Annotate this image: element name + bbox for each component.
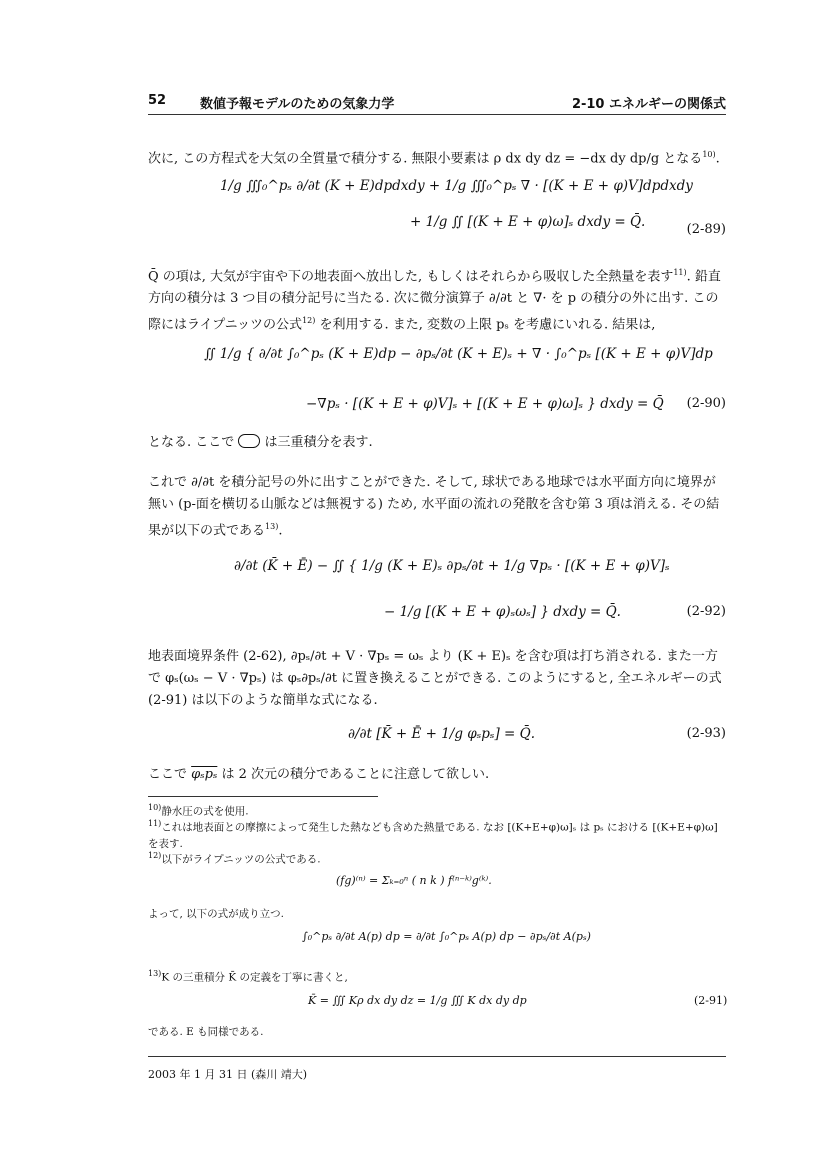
equation-2-89 (148, 178, 726, 246)
paragraph-6 (148, 764, 726, 786)
eq89-line1: 1/g ∭₀^pₛ ∂/∂t (K + E)dpdxdy + 1/g ∭₀^pₛ ∇ · [(K + E + φ)V]dpdxdy (220, 178, 693, 194)
paragraph-2 (148, 262, 726, 337)
eq90-line2: −∇pₛ · [(K + E + φ)V]ₛ + [(K + E + φ)ω]ₛ } dxdy = Q̄ (306, 396, 664, 412)
section-title: 2-10 エネルギーの関係式 (571, 97, 726, 112)
footnote-13-text-b: である. E も同様である. (148, 1026, 264, 1038)
footnote-10-mark: 10) (148, 803, 162, 812)
header-rule (148, 114, 726, 115)
footnote-10-text: 静水圧の式を使用. (161, 805, 249, 818)
footnote-13-mark: 13) (148, 969, 162, 978)
footnote-13-text: K の三重積分 K̄ の定義を丁寧に書くと, (161, 971, 348, 984)
paragraph-5 (148, 646, 726, 712)
eq92-line1: ∂/∂t (K̄ + Ē) − ∬ { 1/g (K + E)ₛ ∂pₛ/∂t + 1/g ∇pₛ · [(K + E + φ)V]ₛ (234, 558, 670, 574)
paragraph-2-text-c: を利用する. また, 変数の上限 pₛ を考慮にいれる. 結果は, (315, 317, 656, 333)
eq89-line2: + 1/g ∬ [(K + E + φ)ω]ₛ dxdy = Q̄. (410, 214, 646, 230)
equation-2-90 (148, 340, 726, 430)
paragraph-4-text: これで ∂/∂t を積分記号の外に出すことができた. そして, 球状である地球では水平面方向に境界が無い (p-面を横切る山脈などは無視する) ため, 水平面の流れの発散を含む第 3 項は消える. その結果が以下の式である (148, 475, 720, 539)
paragraph-3 (148, 432, 726, 454)
footnote-12-text-b: よって, 以下の式が成り立つ. (148, 908, 285, 920)
paragraph-1 (148, 144, 726, 170)
footnote-ref-10: 10) (702, 150, 716, 159)
paragraph-6-text-c: は 2 次元の積分であることに注意して欲しい. (217, 767, 490, 782)
footnote-12-mark: 12) (148, 851, 162, 860)
footnote-12 (148, 848, 726, 868)
eq93-tag: (2-93) (686, 726, 726, 741)
footnote-rule (148, 796, 378, 797)
eq90-tag: (2-90) (686, 396, 726, 411)
equation-2-93 (148, 722, 726, 752)
triple-integral-symbol (238, 434, 260, 448)
footnote-13-continued (148, 1024, 726, 1040)
footnote-ref-11: 11) (673, 268, 687, 277)
eq91-tag-text: (2-91) (694, 994, 728, 1007)
eq90-line1: ∬ 1/g { ∂/∂t ∫₀^pₛ (K + E)dp − ∂pₛ/∂t (K + E)ₛ + ∇ · ∫₀^pₛ [(K + E + φ)V]dp (204, 346, 713, 362)
leibniz-integral-formula: ∫₀^pₛ ∂/∂t A(p) dp = ∂/∂t ∫₀^pₛ A(p) dp − ∂pₛ/∂t A(pₛ) (302, 930, 591, 943)
paragraph-2-text-b: . 鉛直方向の積分は 3 つ目の積分記号に当たる. 次に微分演算子 ∂/∂t と ∇· を p の積分の外に出す. この際にはライプニッツの公式 (148, 269, 721, 333)
footnote-12-continued (148, 906, 726, 922)
footnote-12-text: 以下がライプニッツの公式である. (161, 853, 321, 866)
footer-date: 2003 年 1 月 31 日 (森川 靖大) (148, 1068, 308, 1081)
footnote-ref-13: 13) (265, 522, 279, 531)
paragraph-6-math: φₛpₛ (191, 767, 218, 782)
footnote-13 (148, 966, 726, 986)
book-title: 数値予報モデルのための気象力学 (200, 97, 395, 112)
paragraph-5-text: 地表面境界条件 (2-62), ∂pₛ/∂t + V · ∇pₛ = ωₛ より (K + E)ₛ を含む項は打ち消される. また一方で φₛ(ωₛ − V · ∇pₛ) は φₛ∂pₛ/∂t に置き換えることができる. このようにすると, 全エネルギーの式 (2-91) は以下のような簡単な式になる. (148, 649, 722, 708)
page-number: 52 (148, 93, 167, 108)
paragraph-3-text-b: は三重積分を表す. (260, 435, 373, 450)
paragraph-4 (148, 472, 726, 542)
eq91-tag (694, 994, 727, 1007)
footnote-11 (148, 816, 726, 852)
footnote-11-text: これは地表面との摩擦によって発生した熱なども含めた熱量である. なお [(K+E+φ)ω]ₛ は pₛ における [(K+E+φ)ω] (161, 821, 718, 834)
paragraph-4-end: . (278, 523, 283, 539)
footnote-11-mark: 11) (148, 819, 162, 828)
paragraph-1-text: 次に, この方程式を大気の全質量で積分する. 無限小要素は ρ dx dy dz = −dx dy dp/g となる (148, 151, 703, 167)
footnote-11-text-b: を表す. (148, 837, 183, 850)
paragraph-2-text: Q̄ の項は, 大気が宇宙や下の地表面へ放出した, もしくはそれらから吸収した全熱量を表す (148, 269, 674, 285)
footer-rule (148, 1056, 726, 1057)
eq92-line2: − 1/g [(K + E + φ)ₛωₛ] } dxdy = Q̄. (384, 604, 621, 620)
equation-2-92 (148, 552, 726, 636)
kinetic-triple-integral-formula: K̄ = ∭ Kρ dx dy dz = 1/g ∭ K dx dy dp (308, 994, 527, 1007)
paragraph-6-text-a: ここで (148, 767, 192, 782)
footnote-ref-12: 12) (302, 316, 316, 326)
leibniz-formula: (fg)⁽ⁿ⁾ = Σₖ₌₀ⁿ ( n k ) f⁽ⁿ⁻ᵏ⁾g⁽ᵏ⁾. (336, 874, 492, 887)
eq92-tag: (2-92) (686, 604, 726, 619)
paragraph-1-end: . (715, 151, 720, 167)
eq93-body: ∂/∂t [K̄ + Ē + 1/g φₛpₛ] = Q̄. (348, 726, 536, 742)
paragraph-3-text-a: となる. ここで (148, 435, 239, 450)
eq89-tag: (2-89) (686, 222, 726, 237)
